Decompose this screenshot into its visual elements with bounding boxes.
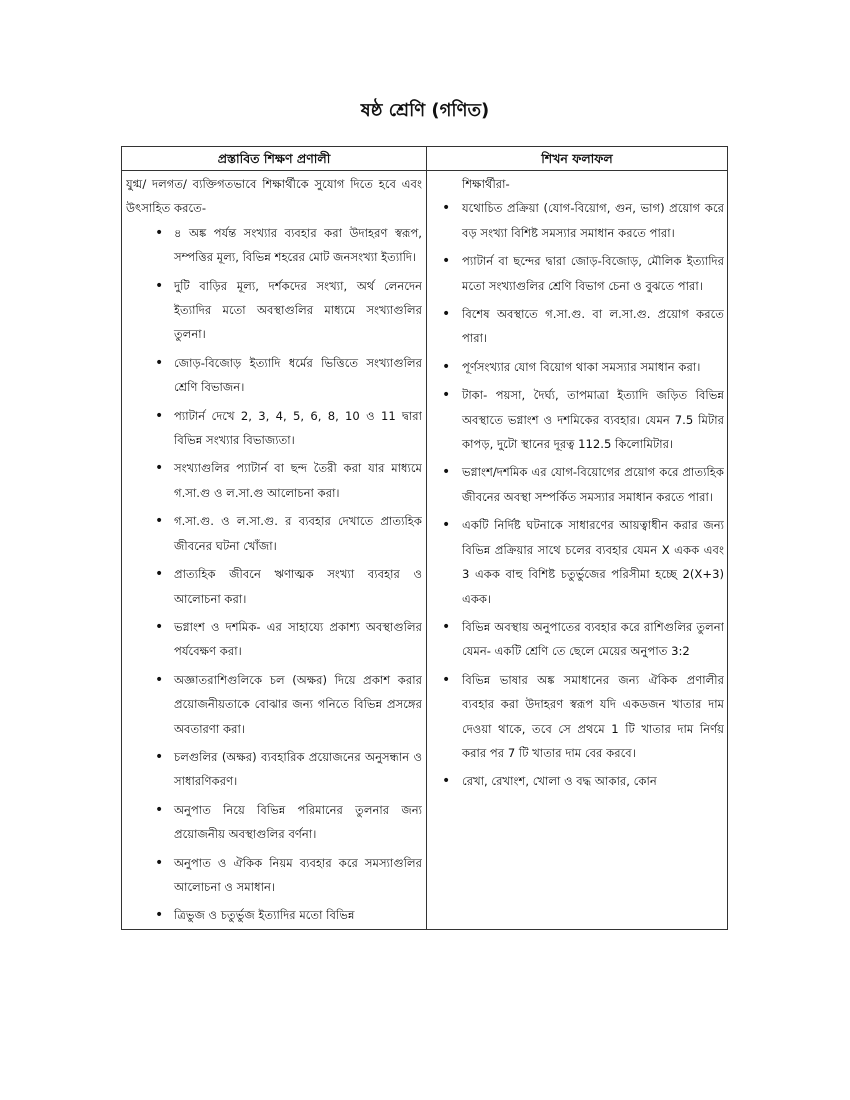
bullet-icon: •: [442, 517, 451, 534]
bullet-icon: •: [155, 907, 164, 924]
list-item-text: অনুপাত নিয়ে বিভিন্ন পরিমানের তুলনার জন্য প্রয়োজনীয় অবস্থাগুলির বর্ণনা।: [174, 802, 422, 842]
list-item-text: ৪ অঙ্ক পর্যন্ত সংখ্যার ব্যবহার করা উদাহরণ স্বরূপ, সম্পত্তির মূল্য, বিভিন্ন শহরের মোট জনসংখ্যা ইত্যাদি।: [174, 225, 422, 265]
list-item: [126, 851, 422, 900]
bullet-icon: •: [442, 200, 451, 217]
list-item: [126, 615, 422, 664]
list-item-text: ভগ্নাংশ ও দশমিক- এর সাহায্যে প্রকাশ্য অবস্থাগুলির পর্যবেক্ষণ করা।: [174, 619, 422, 659]
list-item: [432, 196, 724, 245]
list-item: [126, 562, 422, 611]
list-item-text: একটি নির্দিষ্ট ঘটনাকে সাধারণের আয়ত্বাধীন করার জন্য বিভিন্ন প্রক্রিয়ার সাথে চলের ব্যবহার যেমন X একক এবং 3 একক বাহু বিশিষ্ট চতুর্ভুজের পরিসীমা হচ্ছে 2(X+3) একক।: [462, 518, 724, 606]
list-item-text: ভগ্নাংশ/দশমিক এর যোগ-বিয়োগের প্রয়োগ করে প্রাত্যহিক জীবনের অবস্থা সম্পর্কিত সমস্যার সমাধান করতে পারা।: [462, 465, 724, 504]
list-item: [126, 274, 422, 347]
list-item: [126, 456, 422, 505]
table-header-row: [122, 147, 727, 171]
list-item-text: জোড়-বিজোড় ইত্যাদি ধর্মের ভিত্তিতে সংখ্যাগুলির শ্রেণি বিভাজন।: [174, 355, 422, 395]
list-item: [126, 351, 422, 400]
bullet-icon: •: [442, 387, 451, 404]
bullet-icon: •: [155, 407, 164, 424]
list-item: [126, 404, 422, 453]
bullet-icon: •: [155, 566, 164, 583]
list-item: [432, 513, 724, 611]
header-learning-outcomes: শিখন ফলাফল: [541, 151, 613, 166]
column-divider: [426, 147, 427, 929]
bullet-icon: •: [155, 854, 164, 871]
learning-outcomes-intro: শিক্ষার্থীরা-: [462, 177, 510, 191]
list-item-text: বিভিন্ন অবস্থায় অনুপাতের ব্যবহার করে রাশিগুলির তুলনা যেমন- একটি শ্রেণি তে ছেলে মেয়ের অনুপাত 3:2: [462, 619, 724, 659]
bullet-icon: •: [442, 464, 451, 481]
teaching-methods-intro: যুগ্ম/ দলগত/ ব্যক্তিগতভাবে শিক্ষার্থীকে সুযোগ দিতে হবে এবং উৎসাহিত করতে-: [126, 177, 422, 216]
list-item: [432, 615, 724, 664]
list-item-text: প্যাটার্ন বা ছন্দের দ্বারা জোড়-বিজোড়, মৌলিক ইত্যাদির মতো সংখ্যাগুলির শ্রেণি বিভাগ চেনা ও বুঝতে পারা।: [462, 254, 724, 293]
list-item: [126, 745, 422, 794]
bullet-icon: •: [155, 671, 164, 688]
bullet-icon: •: [442, 306, 451, 323]
list-item-text: পূর্ণসংখ্যার যোগ বিয়োগ থাকা সমস্যার সমাধান করা।: [462, 359, 701, 374]
list-item-text: টাকা- পয়সা, দৈর্ঘ্য, তাপমাত্রা ইত্যাদি জড়িত বিভিন্ন অবস্থাতে ভগ্নাংশ ও দশমিকের ব্যবহার। যেমন 7.5 মিটার কাপড়, দুটো স্থানের দূরত্ব 112.5 কিলোমিটার।: [462, 388, 724, 452]
list-item: [126, 903, 422, 927]
list-item-text: চলগুলির (অক্ষর) ব্যবহারিক প্রয়োজনের অনুসন্ধান ও সাধারণিকরণ।: [174, 749, 422, 789]
list-item: [126, 668, 422, 741]
list-item-text: বিশেষ অবস্থাতে গ.সা.গু. বা ল.সা.গু. প্রয়োগ করতে পারা।: [462, 307, 724, 346]
bullet-icon: •: [155, 224, 164, 241]
list-item-text: ত্রিভুজ ও চতুর্ভুজ ইত্যাদির মতো বিভিন্ন: [174, 908, 355, 923]
list-item: [432, 302, 724, 351]
list-item-text: সংখ্যাগুলির প্যাটার্ন বা ছন্দ তৈরী করা যার মাধ্যমে গ.সা.গু ও ল.সা.গু আলোচনা করা।: [174, 461, 422, 500]
curriculum-table: [121, 146, 728, 930]
bullet-icon: •: [442, 253, 451, 270]
list-item-text: রেখা, রেখাংশ, খোলা ও বদ্ধ আকার, কোন: [462, 774, 657, 789]
list-item-text: যথোচিত প্রক্রিয়া (যোগ-বিয়োগ, গুন, ভাগ) প্রয়োগ করে বড় সংখ্যা বিশিষ্ট সমস্যার সমাধান করতে পারা।: [462, 201, 724, 240]
learning-outcomes-column: [432, 172, 724, 929]
list-item-text: বিভিন্ন ভাষার অঙ্ক সমাধানের জন্য ঐকিক প্রণালীর ব্যবহার করা উদাহরণ স্বরূপ যদি একডজন খাতার দাম দেওয়া থাকে, তবে সে প্রথমে 1 টি খাতার দাম নির্ণয় করার পর 7 টি খাতার দাম বের করবে।: [462, 672, 724, 760]
teaching-methods-list: [126, 221, 422, 928]
bullet-icon: •: [155, 618, 164, 635]
bullet-icon: •: [155, 460, 164, 477]
bullet-icon: •: [155, 801, 164, 818]
bullet-icon: •: [442, 773, 451, 790]
list-item-text: প্যাটার্ন দেখে 2, 3, 4, 5, 6, 8, 10 ও 11 দ্বারা বিভিন্ন সংখ্যার বিভাজ্যতা।: [174, 408, 422, 448]
list-item: [432, 460, 724, 509]
list-item-text: অজ্ঞাতরাশিগুলিকে চল (অক্ষর) দিয়ে প্রকাশ করার প্রয়োজনীয়তাকে বোঝার জন্য গনিতে বিভিন্ন প্রসঙ্গের অবতারণা করা।: [174, 672, 422, 736]
learning-outcomes-list: [432, 196, 724, 793]
bullet-icon: •: [155, 277, 164, 294]
list-item: [432, 355, 724, 379]
list-item: [432, 668, 724, 766]
bullet-icon: •: [155, 354, 164, 371]
page-title: ষষ্ঠ শ্রেণি (গণিত): [360, 100, 490, 121]
list-item: [126, 798, 422, 847]
bullet-icon: •: [442, 358, 451, 375]
header-teaching-methods: প্রস্তাবিত শিক্ষণ প্রণালী: [217, 151, 331, 166]
teaching-methods-column: [126, 172, 422, 929]
list-item: [126, 509, 422, 558]
bullet-icon: •: [155, 748, 164, 765]
bullet-icon: •: [442, 671, 451, 688]
list-item: [432, 769, 724, 793]
list-item-text: গ.সা.গু. ও ল.সা.গু. র ব্যবহার দেখাতে প্রাত্যহিক জীবনের ঘটনা খোঁজা।: [174, 514, 422, 553]
list-item: [432, 383, 724, 456]
bullet-icon: •: [442, 618, 451, 635]
bullet-icon: •: [155, 513, 164, 530]
list-item-text: দুটি বাড়ির মূল্য, দর্শকদের সংখ্যা, অর্থ লেনদেন ইত্যাদির মতো অবস্থাগুলির মাধ্যমে সংখ্যাগুলির তুলনা।: [174, 278, 422, 342]
list-item-text: প্রাত্যহিক জীবনে ঋণাত্মক সংখ্যা ব্যবহার ও আলোচনা করা।: [174, 567, 422, 606]
list-item-text: অনুপাত ও ঐকিক নিয়ম ব্যবহার করে সমস্যাগুলির আলোচনা ও সমাধান।: [174, 855, 422, 894]
list-item: [432, 249, 724, 298]
list-item: [126, 221, 422, 270]
